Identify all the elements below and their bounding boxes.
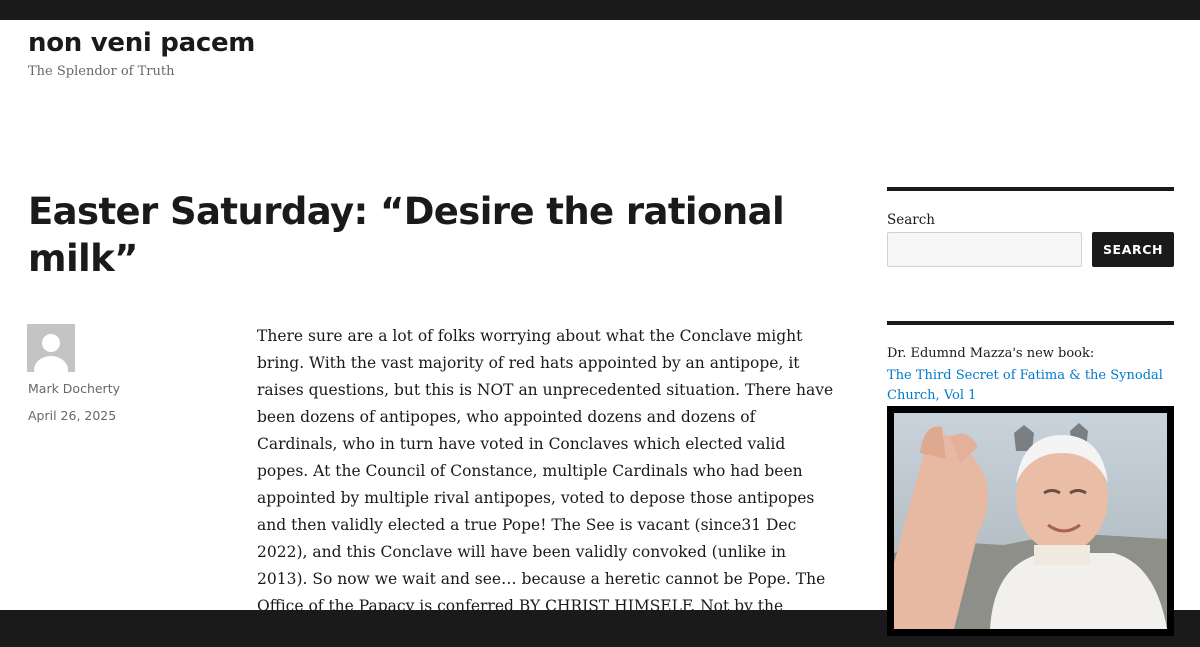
author-avatar-icon [27, 324, 75, 372]
sidebar-divider [887, 187, 1174, 191]
site-description: The Splendor of Truth [28, 64, 175, 79]
book-cover-image[interactable] [887, 406, 1174, 636]
post-author-link[interactable]: Mark Docherty [28, 381, 120, 396]
page [0, 20, 1200, 642]
post-content [257, 323, 837, 647]
sidebar-divider [887, 321, 1174, 325]
post-paragraph: There sure are a lot of folks worrying about what the Conclave might bring. With the vast majority of red hats appointed by an antipope, it raises questions, but this is NOT an unprecedented situation. There have been dozens of antipopes, who appointed dozens and dozens of Cardinals, who in turn have voted in Conclaves which elected valid popes. At the Council of Constance, multiple Cardinals who had been appointed by multiple rival antipopes, voted to depose those antipopes and then validly elected a true Pope! The See is vacant (since31 Dec 2022), and this Conclave will have been validly convoked (unlike in 2013). So now we wait and see… because a heretic cannot be Pope. The Office of the Papacy is conferred BY CHRIST HIMSELF. Not by the Cardinals, not by the Church. Remember this, and [257, 327, 834, 642]
search-button[interactable]: SEARCH [1092, 232, 1174, 267]
post-title: Easter Saturday: “Desire the rational milk” [28, 190, 785, 280]
search-label: Search [887, 212, 935, 228]
book-title-link[interactable]: The Third Secret of Fatima & the Synodal Church, Vol 1 [887, 368, 1163, 403]
post-date-link[interactable]: April 26, 2025 [28, 408, 117, 423]
search-input[interactable] [887, 232, 1082, 267]
site-title-link[interactable]: non veni pacem [28, 28, 256, 58]
book-intro-text: Dr. Edumnd Mazza's new book: [887, 346, 1095, 361]
